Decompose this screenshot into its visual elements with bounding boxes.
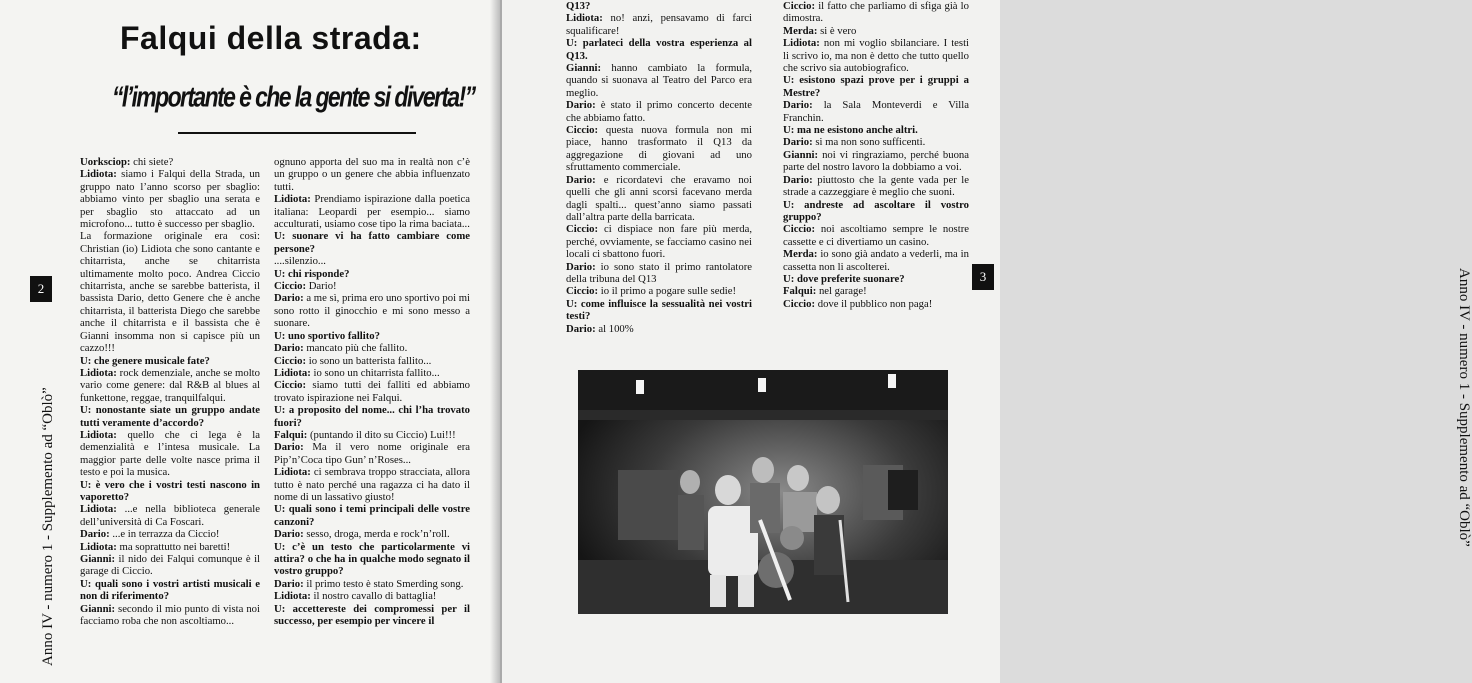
- speaker-name: Dario:: [783, 136, 813, 149]
- paragraph-text: a me sì, prima ero uno sportivo poi mi sono rotto il ginocchio e mi sono messo a suonare.: [274, 292, 470, 330]
- paragraph-text: secondo il mio punto di vista noi facciamo roba che non ascoltiamo...: [80, 602, 260, 628]
- speaker-name: Ciccio:: [783, 223, 816, 236]
- left-page: [0, 0, 498, 683]
- paragraph-text: io sono un batterista fallito...: [308, 354, 432, 367]
- speaker-name: U:: [566, 297, 578, 310]
- paragraph-text: Prendiamo ispirazione dalla poetica italiana: Leopardi per esempio... siamo acculturati, usiamo cose tipo la rima baciata...: [274, 193, 470, 231]
- interview-paragraph: [274, 193, 470, 230]
- interview-paragraph: [783, 25, 969, 37]
- interview-paragraph: [274, 280, 470, 292]
- column-c: [566, 0, 752, 335]
- speaker-name: Lidiota:: [80, 503, 117, 516]
- interview-paragraph: [274, 230, 470, 255]
- paragraph-text: nonostante siate un gruppo andate tutti veramente d’accordo?: [80, 404, 260, 429]
- page-number-right: 3: [972, 264, 994, 290]
- paragraph-text: chi risponde?: [287, 267, 350, 280]
- speaker-name: Lidiota:: [80, 168, 117, 181]
- interview-paragraph: [783, 248, 969, 273]
- interview-paragraph: [80, 156, 260, 168]
- speaker-name: Dario:: [566, 173, 596, 186]
- interview-paragraph: [783, 298, 969, 310]
- interview-paragraph: [566, 285, 752, 297]
- paragraph-text: è stato il primo concerto decente che abbiamo fatto.: [566, 99, 753, 124]
- speaker-name: Dario:: [566, 322, 596, 335]
- interview-paragraph: [274, 156, 470, 193]
- paragraph-text: noi ascoltiamo sempre le nostre cassette e ci divertiamo un casino.: [783, 223, 969, 248]
- interview-paragraph: [274, 330, 470, 342]
- paragraph-text: io sono un chitarrista fallito...: [313, 366, 440, 379]
- interview-paragraph: [80, 355, 260, 367]
- interview-paragraph: [783, 223, 969, 248]
- band-photo: [578, 370, 948, 614]
- speaker-name: Lidiota:: [80, 366, 117, 379]
- interview-paragraph: [783, 37, 969, 74]
- interview-paragraph: [566, 12, 752, 37]
- interview-paragraph: [80, 528, 260, 540]
- speaker-name: Dario:: [274, 441, 304, 454]
- paragraph-text: la Sala Monteverdi e Villa Franchin.: [783, 99, 969, 124]
- speaker-name: Merda:: [783, 248, 818, 261]
- paragraph-text: mancato più che fallito.: [306, 342, 408, 355]
- interview-paragraph: [566, 124, 752, 174]
- paragraph-text: il nostro cavallo di battaglia!: [313, 590, 437, 603]
- paragraph-text: si è vero: [820, 24, 857, 37]
- speaker-name: Dario:: [783, 99, 813, 112]
- interview-paragraph: [783, 149, 969, 174]
- paragraph-text: io il primo a pogare sulle sedie!: [600, 285, 737, 298]
- speaker-name: U:: [783, 74, 795, 87]
- paragraph-text: ma ne esistono anche altri.: [796, 124, 918, 137]
- paragraph-text: ognuno apporta del suo ma in realtà non c’è un gruppo o un genere che abbia influenzato tutti.: [274, 156, 470, 193]
- paragraph-text: no! anzi, pensavamo di farci squalificare!: [566, 12, 753, 37]
- paragraph-text: andreste ad ascoltare il vostro gruppo?: [783, 198, 969, 223]
- speaker-name: U:: [274, 602, 286, 615]
- paragraph-text: al 100%: [598, 322, 634, 335]
- interview-paragraph: [274, 268, 470, 280]
- paragraph-text: che genere musicale fate?: [93, 354, 210, 367]
- paragraph-text: sesso, droga, merda e rock’n’roll.: [306, 528, 450, 541]
- speaker-name: Ciccio:: [274, 280, 307, 293]
- interview-paragraph: [783, 199, 969, 224]
- speaker-name: Dario:: [274, 342, 304, 355]
- paragraph-text: quali sono i temi principali delle vostre canzoni?: [274, 503, 471, 528]
- interview-paragraph: [274, 292, 470, 329]
- paragraph-text: ....silenzio...: [274, 255, 326, 268]
- left-margin-caption: Anno IV - numero 1 - Supplemento ad “Oblò”: [40, 387, 56, 666]
- speaker-name: U:: [783, 198, 795, 211]
- speaker-name: Ciccio:: [566, 124, 599, 137]
- interview-paragraph: [566, 323, 752, 335]
- interview-paragraph: [566, 174, 752, 224]
- speaker-name: U:: [274, 540, 286, 553]
- paragraph-text: noi vi ringraziamo, perché buona parte del nostro lavoro la dobbiamo a voi.: [783, 148, 969, 174]
- paragraph-text: quali sono i vostri artisti musicali e non di riferimento?: [80, 577, 261, 603]
- speaker-name: Ciccio:: [783, 297, 816, 310]
- paragraph-text: il fatto che parliamo di sfiga già lo dimostra.: [783, 0, 969, 25]
- interview-paragraph: [783, 74, 969, 99]
- speaker-name: U:: [80, 404, 92, 417]
- paragraph-text: dove preferite suonare?: [796, 272, 905, 285]
- speaker-name: Gianni:: [783, 148, 819, 161]
- interview-paragraph: [274, 541, 470, 578]
- interview-paragraph: [274, 590, 470, 602]
- paragraph-text: esistono spazi prove per i gruppi a Mestre?: [783, 74, 970, 99]
- interview-paragraph: [80, 553, 260, 578]
- interview-paragraph: [566, 261, 752, 286]
- interview-paragraph: [783, 124, 969, 136]
- interview-paragraph: [274, 255, 470, 267]
- speaker-name: Gianni:: [566, 62, 602, 75]
- interview-paragraph: [783, 285, 969, 297]
- interview-paragraph: [274, 441, 470, 466]
- interview-paragraph: [783, 174, 969, 199]
- right-margin-caption: Anno IV - numero 1 - Supplemento ad “Oblò”: [1456, 268, 1472, 547]
- article-title: Falqui della strada:: [120, 20, 422, 56]
- interview-paragraph: [566, 223, 752, 260]
- paragraph-text: ...e nella biblioteca generale dell’università di Ca Foscari.: [80, 503, 260, 528]
- paragraph-text: (puntando il dito su Ciccio) Lui!!!: [309, 428, 456, 441]
- interview-paragraph: [274, 466, 470, 503]
- interview-paragraph: [80, 230, 260, 354]
- interview-paragraph: [274, 578, 470, 590]
- paragraph-text: a proposito del nome... chi l’ha trovato fuori?: [274, 404, 471, 429]
- interview-paragraph: [566, 298, 752, 323]
- speaker-name: Merda:: [783, 24, 818, 37]
- paragraph-text: ma soprattutto nei baretti!: [119, 540, 231, 553]
- speaker-name: Ciccio:: [274, 354, 307, 367]
- paragraph-text: come influisce la sessualità nei vostri testi?: [566, 297, 752, 323]
- speaker-name: Lidiota:: [274, 466, 311, 479]
- paragraph-text: suonare vi ha fatto cambiare come persone?: [274, 230, 470, 255]
- speaker-name: Gianni:: [80, 553, 116, 565]
- speaker-name: Ciccio:: [566, 285, 599, 298]
- speaker-name: Gianni:: [80, 602, 116, 615]
- paragraph-text: Q13?: [566, 0, 591, 12]
- speaker-name: Lidiota:: [566, 12, 603, 25]
- interview-paragraph: [783, 273, 969, 285]
- speaker-name: Falqui:: [783, 285, 817, 298]
- interview-paragraph: [80, 603, 260, 628]
- paragraph-text: hanno cambiato la formula, quando si suonava al Teatro del Parco era meglio.: [566, 62, 752, 99]
- paragraph-text: io sono già andato a vederli, ma in cassetta non li ascolterei.: [783, 248, 969, 273]
- interview-paragraph: [80, 168, 260, 230]
- paragraph-text: quello che ci lega è la demenzialità e l’intesa musicale. La maggior parte delle volte nasce prima il testo e poi la musica.: [80, 428, 260, 479]
- title-divider: [178, 132, 416, 134]
- paragraph-text: siamo i Falqui della Strada, un gruppo nato l’anno scorso per sbaglio: abbiamo vinto per sbaglio una serata e per sbaglio sto attaccato ad un microfono... tutto è successo per sbaglio.: [80, 168, 261, 231]
- interview-paragraph: [80, 367, 260, 404]
- paragraph-text: Dario!: [308, 280, 337, 293]
- speaker-name: Lidiota:: [274, 590, 311, 603]
- paragraph-text: si ma non sono sufficenti.: [815, 136, 926, 149]
- speaker-name: Ciccio:: [274, 379, 307, 392]
- speaker-name: U:: [274, 404, 286, 417]
- interview-paragraph: [80, 541, 260, 553]
- interview-paragraph: [566, 62, 752, 99]
- speaker-name: U:: [80, 478, 92, 491]
- speaker-name: Falqui:: [274, 428, 308, 441]
- paragraph-text: ci sembrava troppo stracciata, allora tutto è nato perché una ragazza ci ha dato il nome di un lassativo giusto!: [274, 466, 471, 503]
- paragraph-text: parlateci della vostra esperienza al Q13.: [566, 37, 752, 62]
- right-page: [502, 0, 1472, 683]
- interview-paragraph: [80, 479, 260, 504]
- article-subtitle: “l’importante è che la gente si diverta!”: [112, 80, 475, 113]
- interview-paragraph: [80, 404, 260, 429]
- paragraph-text: piuttosto che la gente vada per le strade a cazzeggiare è meglio che suoni.: [783, 173, 969, 199]
- interview-paragraph: [80, 578, 260, 603]
- speaker-name: U:: [274, 267, 286, 280]
- interview-paragraph: [274, 367, 470, 379]
- interview-paragraph: [783, 99, 969, 124]
- speaker-name: Dario:: [274, 577, 304, 590]
- speaker-name: U:: [566, 37, 578, 50]
- speaker-name: U:: [80, 577, 92, 590]
- paragraph-text: e ricordatevi che eravamo noi quelli che gli anni scorsi facevano merda dagli spalti... quest’anno siamo passati dall’altra parte della barricata.: [566, 173, 752, 223]
- paragraph-text: uno sportivo fallito?: [287, 329, 380, 342]
- paragraph-text: chi siete?: [133, 156, 174, 168]
- interview-paragraph: [566, 37, 752, 62]
- speaker-name: Lidiota:: [80, 540, 117, 553]
- interview-paragraph: [274, 355, 470, 367]
- paragraph-text: rock demenziale, anche se molto vario come genere: dal R&B al blues al funkettone, reggae, tranquilfalqui.: [80, 366, 260, 404]
- paragraph-text: dove il pubblico non paga!: [817, 297, 933, 310]
- speaker-name: Uorksciop:: [80, 156, 131, 168]
- paragraph-text: ci dispiace non fare più merda, perché, ovviamente, se facciamo casino nei locali ci sbattono fuori.: [566, 223, 753, 261]
- interview-paragraph: [80, 503, 260, 528]
- interview-paragraph: [274, 404, 470, 429]
- speaker-name: Lidiota:: [274, 193, 311, 206]
- paragraph-text: io sono stato il primo rantolatore della tribuna del Q13: [566, 260, 752, 285]
- paragraph-text: è vero che i vostri testi nascono in vaporetto?: [80, 478, 260, 503]
- speaker-name: U:: [80, 354, 92, 367]
- speaker-name: Lidiota:: [274, 366, 311, 379]
- speaker-name: Dario:: [274, 292, 304, 305]
- paragraph-text: non mi voglio sbilanciare. I testi li scrivo io, ma non è detto che tutto quello che scrivo sia autobiografico.: [783, 37, 970, 75]
- column-d: [783, 0, 969, 310]
- interview-paragraph: [274, 603, 470, 628]
- interview-paragraph: [783, 0, 969, 25]
- interview-paragraph: [274, 379, 470, 404]
- interview-paragraph: [274, 342, 470, 354]
- column-a: [80, 156, 260, 627]
- paragraph-text: questa nuova formula non mi piace, hanno trasformato il Q13 da aggregazione di giovani ad uno sfruttamento commerciale.: [566, 124, 752, 174]
- interview-paragraph: [274, 503, 470, 528]
- interview-paragraph: [566, 0, 752, 12]
- speaker-name: Dario:: [566, 260, 596, 273]
- interview-paragraph: [274, 429, 470, 441]
- speaker-name: U:: [274, 329, 286, 342]
- speaker-name: Dario:: [783, 173, 813, 186]
- speaker-name: U:: [783, 272, 795, 285]
- paragraph-text: La formazione originale era così: Christian (io) Lidiota che sono cantante e chitarrista, anche se chitarrista ultimamente molto poco. Andrea Ciccio chitarrista, anche se sarebbe batterista, il bassista Dario, detto Genere che è anche chitarrista, il batterista Diego che sarebbe anche il chitarrista e il bassista che è Gianni insomma non si capisce più un cazzo!!!: [80, 230, 260, 355]
- page-number-left: 2: [30, 276, 52, 302]
- paragraph-text: ...e in terrazza da Ciccio!: [112, 528, 220, 541]
- speaker-name: Dario:: [274, 528, 304, 541]
- paragraph-text: nel garage!: [818, 285, 867, 298]
- paragraph-text: il primo testo è stato Smerding song.: [306, 577, 464, 590]
- speaker-name: U:: [274, 503, 286, 516]
- speaker-name: U:: [783, 124, 795, 137]
- speaker-name: Ciccio:: [566, 223, 599, 236]
- interview-paragraph: [80, 429, 260, 479]
- interview-paragraph: [566, 99, 752, 124]
- paragraph-text: Ma il vero nome originale era Pip’n’Coca tipo Gun’ n’Roses...: [274, 441, 471, 466]
- speaker-name: Dario:: [566, 99, 596, 112]
- interview-paragraph: [274, 528, 470, 540]
- interview-paragraph: [783, 136, 969, 148]
- speaker-name: Ciccio:: [783, 0, 816, 12]
- band-photo-image: [578, 370, 948, 614]
- speaker-name: Dario:: [80, 528, 110, 541]
- paragraph-text: c’è un testo che particolarmente vi attira? o che ha in qualche modo segnato il vostro gruppo?: [274, 540, 471, 578]
- speaker-name: Lidiota:: [783, 37, 820, 50]
- speaker-name: Lidiota:: [80, 428, 117, 441]
- paragraph-text: accettereste dei compromessi per il successo, per esempio per vincere il: [274, 602, 470, 628]
- column-b: [274, 156, 470, 627]
- paragraph-text: siamo tutti dei falliti ed abbiamo trovato ispirazione nei Falqui.: [274, 379, 470, 404]
- speaker-name: U:: [274, 230, 286, 243]
- paragraph-text: il nido dei Falqui comunque è il garage di Ciccio.: [80, 553, 261, 578]
